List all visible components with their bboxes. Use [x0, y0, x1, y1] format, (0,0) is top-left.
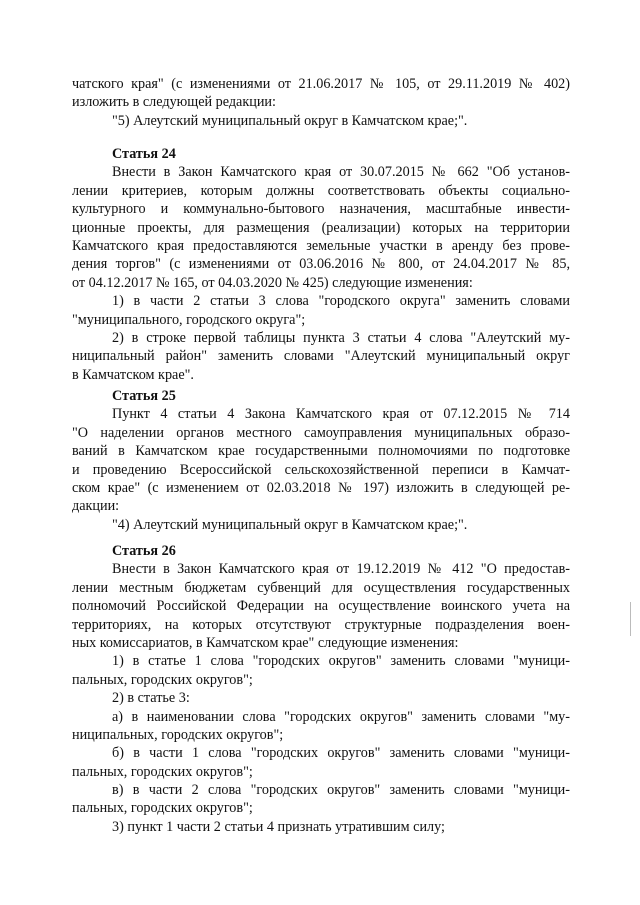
text-line: и проведению Всероссийской сельскохозяйственной переписи в Камчат-: [72, 461, 570, 478]
text-line: а) в наименовании слова "городских округов" заменить словами "му-: [112, 708, 570, 725]
text-line: чатского края" (с изменениями от 21.06.2017 № 105, от 29.11.2019 № 402): [72, 76, 570, 92]
text-line: Пункт 4 статьи 4 Закона Камчатского края от 07.12.2015 № 714: [112, 406, 570, 423]
article-title: Статья 24: [112, 146, 176, 162]
text-line: ниципальный район" заменить словами "Алеутский муниципальный округ: [72, 348, 570, 365]
text-line: пальных, городских округов";: [72, 800, 253, 817]
text-line: б) в части 1 слова "городских округов" заменить словами "муници-: [112, 745, 570, 762]
intro-block: [72, 75, 570, 130]
text-line: в Камчатском крае".: [72, 366, 194, 383]
text-line: 2) в строке первой таблицы пункта 3 статьи 4 слова "Алеутский му-: [112, 329, 570, 346]
text-line: дения торгов" (с изменениями от 03.06.2016 № 800, от 24.04.2017 № 85,: [72, 256, 570, 273]
text-line: 1) в статье 1 слова "городских округов" заменить словами "муници-: [112, 653, 570, 670]
text-line: "О наделении органов местного самоуправления муниципальных образо-: [72, 424, 570, 441]
text-line: 2) в статье 3:: [112, 690, 190, 707]
text-line: от 04.12.2017 № 165, от 04.03.2020 № 425) следующие изменения:: [72, 274, 473, 291]
text-line: Внести в Закон Камчатского края от 30.07.2015 № 662 "Об установ-: [112, 164, 570, 181]
text-line: ском крае" (с изменением от 02.03.2018 № 197) изложить в следующей ре-: [72, 479, 570, 496]
text-line: пальных, городских округов";: [72, 671, 253, 688]
text-line: дакции:: [72, 498, 120, 515]
text-line: 1) в части 2 статьи 3 слова "городского округа" заменить словами: [112, 293, 570, 310]
text-line: Внести в Закон Камчатского края от 19.12.2019 № 412 "О предостав-: [112, 561, 570, 578]
text-line: ных комиссариатов, в Камчатском крае" следующие изменения:: [72, 634, 459, 651]
text-line: изложить в следующей редакции:: [72, 94, 276, 111]
text-line: ционные проекты, для размещения (реализации) которых на территории: [72, 219, 570, 236]
article-26: [72, 542, 570, 836]
text-line: в) в части 2 слова "городских округов" заменить словами "муници-: [112, 782, 570, 799]
article-title: Статья 25: [112, 388, 176, 404]
text-line: ваний в Камчатском крае государственными полномочиями по подготовке: [72, 443, 570, 460]
text-line: культурного и коммунально-бытового назначения, масштабные инвести-: [72, 201, 570, 218]
text-line: "5) Алеутский муниципальный округ в Камчатском крае;".: [112, 112, 468, 129]
article-24: [72, 145, 570, 384]
text-line: "4) Алеутский муниципальный округ в Камчатском крае;".: [112, 516, 468, 533]
text-line: лении критериев, которым должны соответствовать объекты социально-: [72, 182, 570, 199]
text-line: полномочий Российской Федерации на осуществление воинского учета на: [72, 598, 570, 615]
article-title: Статья 26: [112, 543, 176, 559]
text-line: территориях, на которых отсутствуют структурные подразделения воен-: [72, 616, 570, 633]
text-line: 3) пункт 1 части 2 статьи 4 признать утратившим силу;: [112, 818, 445, 835]
text-line: Камчатского края предоставляются земельные участки в аренду без прове-: [72, 237, 570, 254]
text-line: пальных, городских округов";: [72, 763, 253, 780]
text-line: ниципальных, городских округов";: [72, 726, 284, 743]
article-25: [72, 387, 570, 534]
scan-margin-mark: [630, 602, 631, 636]
text-line: "муниципального, городского округа";: [72, 311, 306, 328]
text-line: лении местным бюджетам субвенций для осуществления государственных: [72, 579, 570, 596]
